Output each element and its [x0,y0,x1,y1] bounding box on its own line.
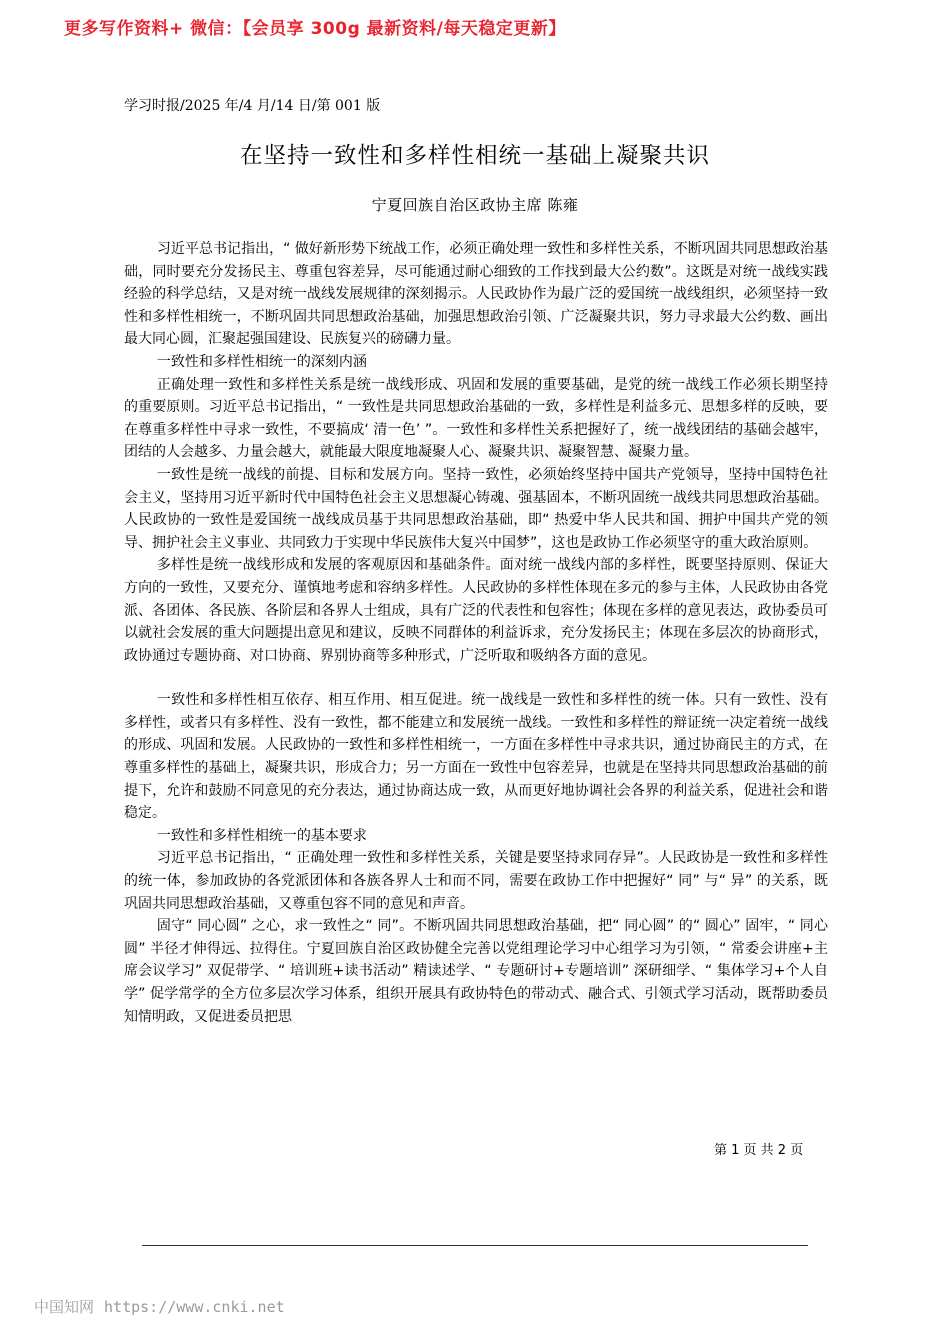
paragraph-intro: 习近平总书记指出，“ 做好新形势下统战工作，必须正确处理一致性和多样性关系，不断巩固共同思想政治基础，同时要充分发扬民主、尊重包容差异，尽可能通过耐心细致的工作找到最大公约数”。这既是对统一战线实践经验的科学总结，又是对统一战线发展规律的深刻揭示。人民政协作为最广泛的爱国统一战线组织，必须坚持一致性和多样性相统一，不断巩固共同思想政治基础，加强思想政治引领、广泛凝聚共识，努力寻求最大公约数、画出最大同心圆，汇聚起强国建设、民族复兴的磅礴力量。 [124,241,828,348]
paragraph: 多样性是统一战线形成和发展的客观原因和基础条件。面对统一战线内部的多样性，既要坚持原则、保证大方向的一致性，又要充分、谨慎地考虑和容纳多样性。人民政协的多样性体现在多元的参与主体，人民政协由各党派、各团体、各民族、各阶层和各界人士组成，具有广泛的代表性和包容性；体现在多样的意见表达，政协委员可以就社会发展的重大问题提出意见和建议，反映不同群体的利益诉求，充分发扬民主；体现在多层次的协商形式，政协通过专题协商、对口协商、界别协商等多种形式，广泛听取和吸纳各方面的意见。 [124,557,828,664]
paragraph: 固守“ 同心圆” 之心，求一致性之“ 同”。不断巩固共同思想政治基础，把“ 同心圆” 的“ 圆心” 固牢，“ 同心圆” 半径才伸得远、拉得住。宁夏回族自治区政协健全完善以党组理论学习中心组学习为引领，“ 常委会讲座+主席会议学习” 双促带学、“ 培训班+读书活动” 精读述学、“ 专题研讨+专题培训” 深研细学、“ 集体学习+个人自学” 促学常学的全方位多层次学习体系，组织开展具有政协特色的带动式、融合式、引领式学习活动，既帮助委员知情明政，又促进委员把思 [124,918,828,1025]
section-heading-1: 一致性和多样性相统一的深刻内涵 [156,353,367,370]
paragraph: 习近平总书记指出，“ 正确处理一致性和多样性关系，关键是要坚持求同存异”。人民政协是一致性和多样性的统一体，参加政协的各党派团体和各族各界人士和而不同，需要在政协工作中把握好“ 同” 与“ 异” 的关系，既巩固共同思想政治基础，又尊重包容不同的意见和声音。 [124,850,828,912]
author-byline: 宁夏回族自治区政协主席 陈雍 [371,196,579,214]
publication-source: 学习时报/2025 年/4 月/14 日/第 001 版 [124,98,381,114]
cnki-watermark [34,1296,285,1317]
paragraph: 一致性和多样性相互依存、相互作用、相互促进。统一战线是一致性和多样性的统一体。只有一致性、没有多样性，或者只有多样性、没有一致性，都不能建立和发展统一战线。一致性和多样性的辩证统一决定着统一战线的形成、巩固和发展。人民政协的一致性和多样性相统一，一方面在多样性中寻求共识，通过协商民主的方式，在尊重多样性的基础上，凝聚共识，形成合力；另一方面在一致性中包容差异，也就是在坚持共同思想政治基础的前提下，允许和鼓励不同意见的充分表达，通过协商达成一致，从而更好地协调社会各界的利益关系，促进社会和谐稳定。 [124,692,828,822]
article-title: 在坚持一致性和多样性相统一基础上凝聚共识 [239,143,710,169]
footer-divider [142,1245,808,1246]
page-number: 第 1 页 共 2 页 [714,1143,804,1158]
paragraph-gap [124,667,828,689]
promo-banner: 更多写作资料+ 微信：【会员享 300g 最新资料/每天稳定更新】 [64,19,566,39]
paragraph: 正确处理一致性和多样性关系是统一战线形成、巩固和发展的重要基础，是党的统一战线工作必须长期坚持的重要原则。习近平总书记指出，“ 一致性是共同思想政治基础的一致，多样性是利益多元、思想多样的反映，要在尊重多样性中寻求一致性，不要搞成‘ 清一色’ ”。一致性和多样性关系把握好了，统一战线团结的基础会越牢，团结的人会越多、力量会越大，就能最大限度地凝聚人心、凝聚共识、凝聚智慧、凝聚力量。 [124,376,828,461]
paragraph: 一致性是统一战线的前提、目标和发展方向。坚持一致性，必须始终坚持中国共产党领导，坚持中国特色社会主义，坚持用习近平新时代中国特色社会主义思想凝心铸魂、强基固本，不断巩固统一战线共同思想政治基础。人民政协的一致性是爱国统一战线成员基于共同思想政治基础，即“ 热爱中华人民共和国、拥护中国共产党的领导、拥护社会主义事业、共同致力于实现中华民族伟大复兴中国梦”，这也是政协工作必须坚守的重大政治原则。 [124,466,828,551]
section-heading-2: 一致性和多样性相统一的基本要求 [156,827,367,844]
watermark-url: https://www.cnki.net [104,1298,285,1316]
article-body [124,238,828,1028]
watermark-site-name: 中国知网 [34,1298,95,1316]
